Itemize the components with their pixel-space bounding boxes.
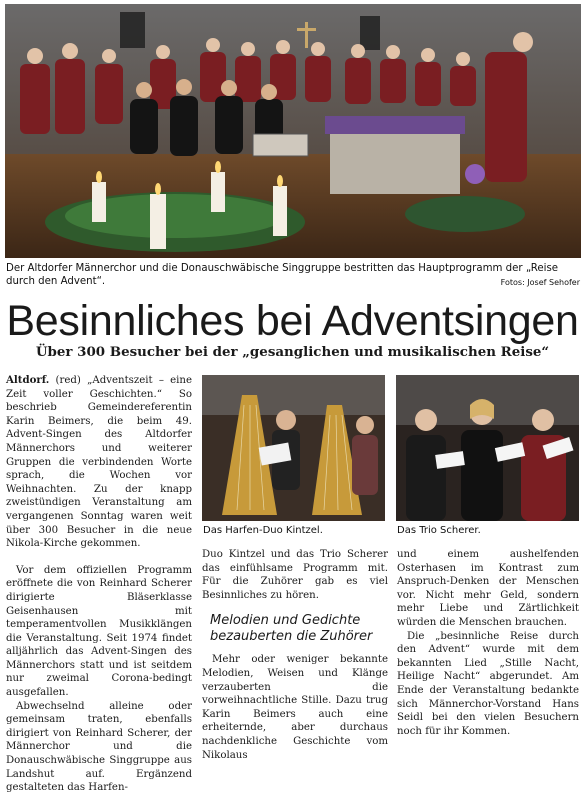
choir-concert-photo — [5, 4, 581, 258]
article-column-1 — [6, 374, 192, 795]
article-paragraph-7: Die „besinnliche Reise durch den Advent“ wurde mit dem bekannten Lied „Stille Nacht, Heilige Nacht“ abgerundet. Am Ende der Veranstaltung bedankte sich Männerchor-Vorstand Hans Seidl bei den vielen Besuchern noch für ihr Kommen. — [397, 630, 579, 737]
section-heading: Melodien und Gedichte bezauberten die Zuhörer — [210, 613, 373, 645]
article-paragraph-1 — [6, 374, 192, 551]
article-column-2 — [202, 548, 388, 762]
harp-duo-illustration — [202, 375, 385, 521]
article-paragraph-3: Abwechselnd alleine oder gemeinsam traten, ebenfalls dirigiert von Reinhard Scherer, der Männerchor und die Donauschwäbische Singgruppe aus Landshut auf. Ergänzend gestalteten das Harfen- — [6, 700, 192, 794]
dateline: Altdorf. — [6, 374, 50, 386]
harp-photo-caption: Das Harfen-Duo Kintzel. — [203, 525, 323, 536]
photo-credit: Fotos: Josef Sehofer — [500, 278, 580, 287]
trio-photo-caption: Das Trio Scherer. — [397, 525, 481, 536]
main-photo-caption — [6, 262, 580, 289]
article-paragraph-4: Duo Kintzel und das Trio Scherer das einfühlsame Programm mit. Für die Zuhörer gab es viel Besinnliches zu hören. — [202, 549, 388, 601]
trio-photo — [396, 375, 579, 521]
article-column-3 — [397, 548, 579, 738]
headline: Besinnliches bei Adventsingen — [6, 297, 579, 345]
paragraph-1-text: (red) „Adventszeit – eine Zeit voller Geschichten.“ So beschrieb Gemeindereferentin Karin Beimers, die beim 49. Advent-Singen des Altdorfer Männerchors und weiterer Gruppen die verbindenden Worte sprach, die Wochen vor Weihnachten. Zu der knapp zweistündigen Veranstaltung am vergangenen Sonntag waren weit über 300 Besucher in die neue Nikola-Kirche gekommen. — [6, 375, 192, 550]
main-caption-text: Der Altdorfer Männerchor und die Donauschwäbische Singgruppe bestritten das Hauptprogramm der „Reise durch den Advent“. — [6, 263, 559, 287]
harp-duo-photo — [202, 375, 385, 521]
article-paragraph-2: Vor dem offiziellen Programm eröffnete die von Reinhard Scherer dirigierte Bläserklasse Geisenhausen mit temperamentvollen Musikklängen die Veranstaltung. Seit 1974 findet alljährlich das Advent-Singen des Männerchors statt und ist seitdem nur zweimal Corona-bedingt ausgefallen. — [6, 564, 192, 699]
article-paragraph-5: Mehr oder weniger bekannte Melodien, Weisen und Klänge verzauberten die vorweihnachtliche Stille. Dazu trug Karin Beimers auch eine erheiternde, aber durchaus nachdenkliche Geschichte vom Nikolaus — [202, 654, 388, 761]
subheadline: Über 300 Besucher bei der „gesanglichen und musikalischen Reise“ — [35, 344, 550, 360]
article-paragraph-6: und einem aushelfenden Osterhasen im Kontrast zum Anspruch-Denken der Menschen vor. Nicht mehr Geld, sondern mehr Liebe und Zärtlichkeit würden die Menschen brauchen. — [397, 549, 579, 628]
choir-scene-illustration — [5, 4, 581, 258]
trio-illustration — [396, 375, 579, 521]
